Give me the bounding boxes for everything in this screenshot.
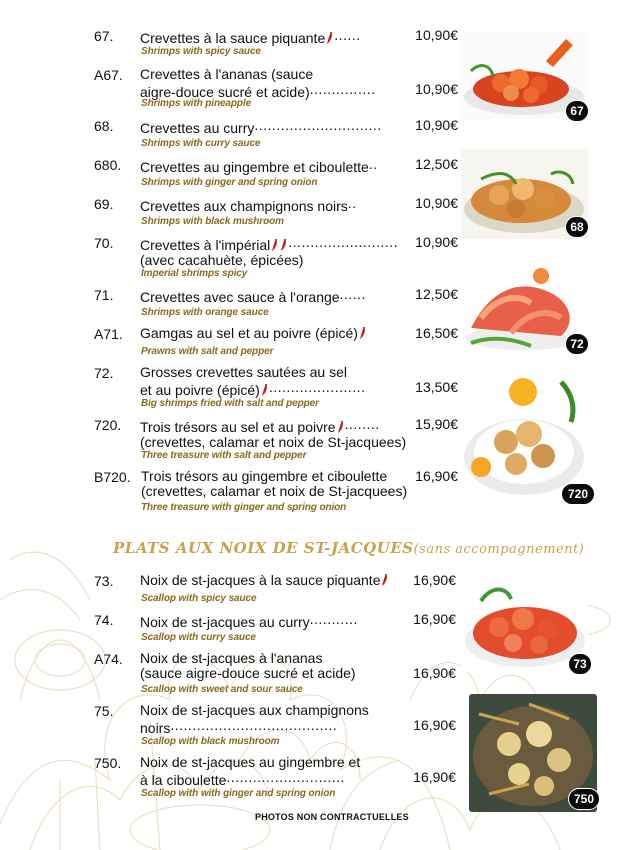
menu-item-price: 10,90€ [415,195,458,211]
menu-item-number: 74. [94,612,114,628]
menu-item-price: 12,50€ [415,156,458,172]
menu-item-price: 16,90€ [413,665,456,681]
menu-item-number: 69. [94,196,114,212]
menu-item-name-line: Crevettes à l'ananas (sauce [140,66,314,82]
chili-pepper-icon [381,574,388,586]
menu-item-name-line: Grosses crevettes sautées au sel [140,364,347,380]
menu-item-price: 16,90€ [413,769,456,785]
menu-item-name-line: Noix de st-jacques à l'ananas [140,650,323,666]
menu-item-translation: Shrimps with pineapple [141,98,252,109]
menu-item-name [140,196,390,214]
menu-item-translation: Three treasure with ginger and spring onion [141,502,347,513]
menu-item-name [140,287,390,305]
menu-item-dot-leader: ............................. [254,118,382,133]
chili-pepper-icon [261,384,268,396]
menu-item-number: A74. [94,651,123,667]
dish-photo-720 [461,372,595,499]
menu-item-name [140,157,390,175]
menu-item-price: 10,90€ [415,81,458,97]
menu-item-name-line: Trois trésors au sel et au poivre [140,419,336,435]
menu-item-name-line: Crevettes au curry [140,120,255,136]
menu-item-translation: Scallop with with ginger and spring onion [141,788,336,799]
menu-item-translation: Scallop with sweet and sour sauce [141,684,303,695]
section-title-subtitle: (sans accompagnement) [413,542,585,557]
menu-item-price: 10,90€ [415,27,458,43]
menu-item-dot-leader: ........................... [226,770,345,785]
menu-item-price: 12,50€ [415,286,458,302]
chili-pepper-icon [337,421,344,433]
menu-item-dot-leader: ........... [309,612,358,627]
menu-item-price: 15,90€ [415,416,458,432]
menu-item-translation: Shrimps with black mushroom [141,216,284,227]
menu-item-name [140,235,399,268]
menu-item-price: 16,90€ [413,717,456,733]
menu-item-dot-leader: .. [347,196,357,211]
photo-badge: 67 [565,100,589,122]
menu-item-price: 16,90€ [413,572,456,588]
menu-item-price: 16,90€ [413,611,456,627]
menu-item-number: 720. [94,417,122,433]
menu-item-number: 750. [94,755,122,771]
menu-item-name [140,326,390,341]
photo-badge: 68 [565,216,589,238]
menu-item-name [140,67,390,100]
menu-item-dot-leader: ...................... [268,380,366,395]
menu-item-name-line: Noix de st-jacques au curry [140,614,310,630]
menu-item-translation: Prawns with salt and pepper [141,346,274,357]
menu-item-translation: Big shrimps fried with salt and pepper [141,398,319,409]
menu-item-translation: Scallop with curry sauce [141,632,256,643]
menu-item-price: 10,90€ [415,117,458,133]
menu-item-name [140,612,390,630]
menu-item-translation: Three treasure with salt and pepper [141,450,307,461]
menu-item-number: B720. [94,469,131,485]
menu-item-name [140,417,407,450]
menu-item-name-line: et au poivre (épicé) [140,382,260,398]
chili-pepper-icon [359,327,366,339]
menu-item-translation: Scallop with spicy sauce [141,593,257,604]
photo-badge: 73 [568,653,592,675]
photo-badge: 720 [561,483,595,505]
menu-item [0,118,624,152]
menu-item-name-line: Trois trésors au gingembre et ciboulette [141,468,388,484]
menu-item-name-line: aigre-douce sucré et acide) [140,84,310,100]
menu-item-dot-leader: ......................... [288,235,399,250]
photo-badge: 72 [565,333,589,355]
menu-item-name [140,365,390,398]
menu-item-name-line: Noix de st-jacques au gingembre et [140,754,361,770]
menu-item-translation: Imperial shrimps spicy [141,268,248,279]
menu-item-name [141,468,408,499]
menu-item-name-line: Noix de st-jacques aux champignons [140,702,369,718]
menu-item-name [140,28,390,46]
menu-item-number: 68. [94,118,114,134]
menu-item-name [140,118,390,136]
menu-item-number: 71. [94,287,114,303]
menu-item-translation: Shrimps with ginger and spring onion [141,177,318,188]
menu-item-name-line: Crevettes au gingembre et ciboulette [140,159,369,175]
menu-item-name [140,703,390,736]
section-title-main: PLATS AUX NOIX DE ST-JACQUES [113,539,414,557]
menu-item-number: 73. [94,573,114,589]
menu-item-name-line: Crevettes aux champignons noirs [140,198,348,214]
menu-item-number: 75. [94,703,114,719]
menu-item-price: 10,90€ [415,234,458,250]
menu-item-number: 67. [94,28,114,44]
menu-item-translation: Shrimps with spicy sauce [141,46,261,57]
menu-item-name [140,755,390,788]
photo-badge: 750 [568,788,600,810]
menu-item-name [140,651,390,681]
menu-item-number: 680. [94,157,122,173]
menu-item-price: 16,90€ [415,468,458,484]
menu-item-name [140,573,390,588]
chili-pepper-icon [326,32,333,44]
section-title [113,539,584,557]
chili-pepper-icon [271,239,278,251]
menu-item-name-line: (crevettes, calamar et noix de St-jacquees) [141,483,408,499]
menu-item-number: A71. [94,326,123,342]
menu-item-name-line: Crevettes à l'impérial [140,237,271,253]
chili-pepper-icon [280,239,287,251]
menu-item-dot-leader: ...... [339,287,366,302]
menu-item-number: 72. [94,365,114,381]
menu-item-dot-leader: ...... [334,28,361,43]
menu-item-name-line: Noix de st-jacques à la sauce piquante [140,572,381,588]
menu-item-name-line: (sauce aigre-douce sucré et acide) [140,665,356,681]
menu-item-number: A67. [94,67,123,83]
menu-item-translation: Scallop with black mushroom [141,736,280,747]
footer-disclaimer: PHOTOS NON CONTRACTUELLES [255,812,409,822]
menu-item-name-line: noirs [140,720,171,736]
menu-item-dot-leader: ........ [344,417,380,432]
menu-item-translation: Shrimps with orange sauce [141,307,269,318]
menu-item-name-line: Crevettes à la sauce piquante [140,30,326,46]
menu-item-dot-leader: ............... [309,82,376,97]
menu-item-price: 13,50€ [415,379,458,395]
menu-item-name-line: à la ciboulette [140,772,227,788]
menu-item-name-line: (crevettes, calamar et noix de St-jacquees) [140,434,407,450]
menu-item-name-line: Gamgas au sel et au poivre (épicé) [140,325,358,341]
menu-item-dot-leader: ...................................... [170,718,338,733]
menu-item-translation: Shrimps with curry sauce [141,138,261,149]
menu-item-name-line: (avec cacahuète, épicées) [140,252,304,268]
menu-item-number: 70. [94,235,114,251]
menu-item-name-line: Crevettes avec sauce à l'orange [140,289,340,305]
menu-item-price: 16,50€ [415,325,458,341]
menu-item-dot-leader: .. [368,157,378,172]
